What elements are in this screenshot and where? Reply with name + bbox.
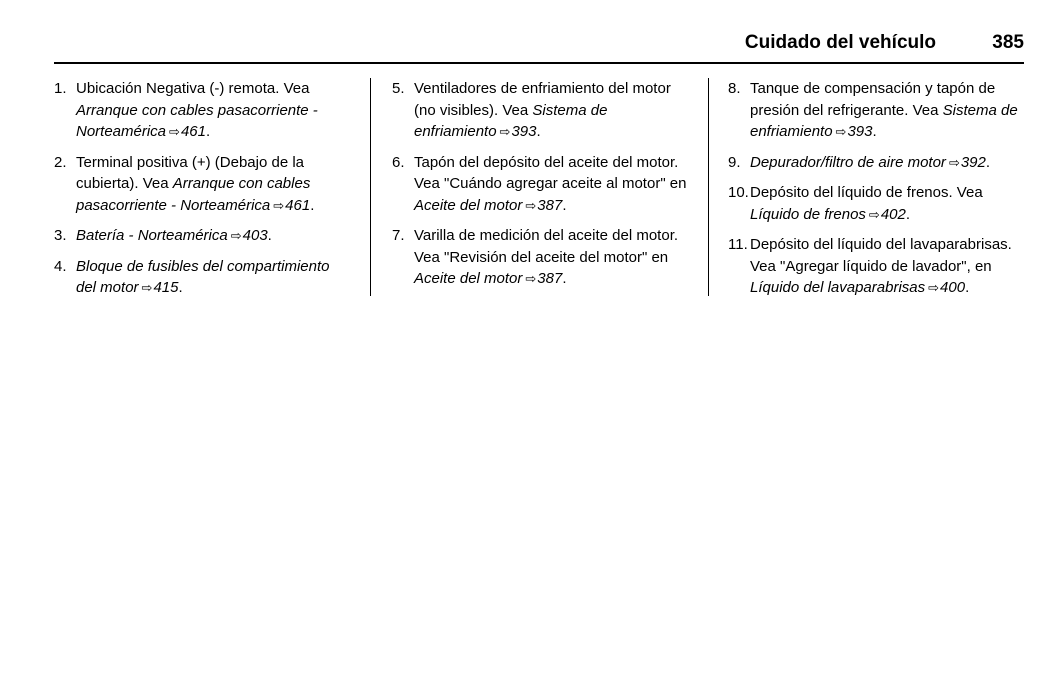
page-reference[interactable]: 461 (180, 123, 206, 140)
page-reference[interactable]: 387 (537, 270, 563, 287)
reference-arrow-icon: ⇨ (868, 206, 880, 222)
column-middle (392, 78, 692, 296)
reference-arrow-icon: ⇨ (948, 154, 960, 170)
column-divider (370, 78, 371, 296)
list-item: 9. Depurador/filtro de aire motor ⇨392. (728, 153, 991, 171)
column-left (54, 78, 350, 296)
page-reference[interactable]: 461 (285, 196, 311, 214)
section-title: Cuidado del vehículo (744, 32, 936, 53)
page-reference[interactable]: 387 (537, 196, 563, 214)
list-item: 6. Tapón del depósito del aceite del motor. Vea "Cuándo agregar aceite al motor" en Aceite del motor ⇨387. (392, 153, 687, 214)
list-item: 8. Tanque de compensación y tapón de presión del refrigerante. Vea Sistema de enfriamiento ⇨393. (728, 80, 1018, 140)
reference-arrow-icon: ⇨ (525, 197, 537, 213)
list-item: 5. Ventiladores de enfriamiento del motor (no visibles). Vea Sistema de enfriamiento ⇨393. (392, 80, 671, 140)
reference-arrow-icon: ⇨ (525, 271, 537, 286)
list-item: 10. Depósito del líquido de frenos. Vea Líquido de frenos ⇨402. (728, 184, 983, 223)
page-number: 385 (992, 32, 1024, 53)
list-item: 2. Terminal positiva (+) (Debajo de la cubierta). Vea Arranque con cables pasacorriente - Norteamérica ⇨461. (54, 153, 315, 214)
list-item: 1. Ubicación Negativa (-) remota. Vea Arranque con cables pasacorriente - Norteamérica ⇨461. (54, 80, 318, 140)
reference-arrow-icon: ⇨ (928, 280, 940, 295)
page-reference[interactable]: 400 (940, 279, 966, 296)
list-item: 4. Bloque de fusibles del compartimiento del motor ⇨415. (54, 257, 330, 296)
reference-arrow-icon: ⇨ (835, 124, 847, 139)
reference-arrow-icon: ⇨ (499, 124, 511, 139)
page-header (54, 28, 1024, 64)
reference-arrow-icon: ⇨ (169, 124, 180, 139)
list-item: 7. Varilla de medición del aceite del motor. Vea "Revisión del aceite del motor" en Aceite del motor ⇨387. (392, 227, 679, 287)
page-reference[interactable]: 393 (511, 123, 537, 140)
column-divider (708, 78, 709, 296)
page-reference[interactable]: 393 (847, 123, 873, 140)
column-right (728, 78, 1024, 296)
reference-arrow-icon: ⇨ (273, 197, 285, 213)
page-reference[interactable]: 402 (880, 205, 906, 223)
reference-arrow-icon: ⇨ (230, 228, 242, 243)
list-item: 11. Depósito del líquido del lavaparabrisas. Vea "Agregar líquido de lavador", en Líquido del lavaparabrisas ⇨400. (728, 236, 1012, 296)
page-reference[interactable]: 415 (153, 279, 179, 296)
reference-arrow-icon: ⇨ (141, 280, 153, 295)
list-item: 3. Batería - Norteamérica ⇨403. (54, 227, 272, 244)
page-reference[interactable]: 392 (960, 153, 986, 171)
page-reference[interactable]: 403 (242, 227, 268, 244)
